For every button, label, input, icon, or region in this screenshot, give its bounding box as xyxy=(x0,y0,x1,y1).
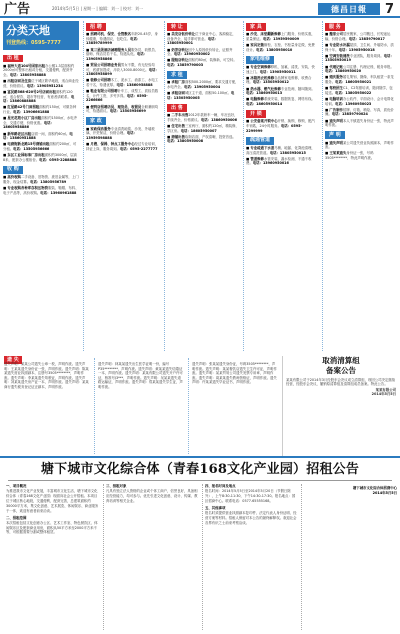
ad-title: ■ 专业空调维修 xyxy=(246,65,271,70)
classified-ad xyxy=(3,186,79,195)
classified-ad xyxy=(167,32,239,46)
column-divider xyxy=(94,358,95,454)
ad-title: ■ 求租店面 xyxy=(167,91,185,96)
ad-title: ■ 热水器、燃气灶维修 xyxy=(246,86,281,91)
article-column xyxy=(205,484,298,632)
ad-title: ■ 电脑维修 xyxy=(246,97,264,102)
classified-ad xyxy=(3,90,79,104)
promo-title: 分类天地 xyxy=(6,24,50,37)
ad-phone: 电话：18605950021 xyxy=(335,79,372,84)
ad-phone: 电话：13859789999 xyxy=(86,36,141,46)
lost-notice-column: 遗失声明：张某某遗失身份证，号码3505********，声明作废。遗失声明：某某餐饮店遗失卫生许可证，声明作废。遗失声明：某某贸易公司遗失发票专用章，声明作废。遗失声明：周某某遗失教师资格证，声明作废。遗失声明：许某某遗失毕业证书，声明作废。 xyxy=(192,362,277,385)
ad-text: 马桶、地漏、化粪池清理，高压清洗管道。 xyxy=(246,146,315,155)
article-text: 为推进我市文化产业发展，丰富城市文化生活，塘下城市文化综合体（青春168文化产业园）现面向社会公开招租。本项目位于城区核心地段，交通便利，配套完善，总建筑面积约30000平方米，集文化创意、艺术展览、休闲娱乐、商业服务于一体，欢迎有意者前来洽谈。 xyxy=(6,488,99,513)
ad-text: 水管安装、漏水检测，不通不收费。 xyxy=(246,156,312,166)
category-heading: 家 政 xyxy=(86,117,106,125)
article-paragraph xyxy=(6,516,99,536)
category-heading: 家电维修 xyxy=(246,56,274,64)
ad-title: ■ 空调安装清洗 xyxy=(325,53,350,58)
ad-text: 公司注册、代理记账、税务申报。 xyxy=(342,64,394,69)
ad-text: 开锁、换锁、修锁、配汽车钥匙，24小时服务。 xyxy=(246,119,315,129)
classified-ad xyxy=(325,32,395,41)
headline-rule xyxy=(8,480,392,481)
classified-column-4 xyxy=(246,21,320,351)
ad-text: 专业技师，随叫随到。 xyxy=(280,86,315,91)
ad-title: ■ 求租厂房 xyxy=(167,80,185,85)
classified-ad xyxy=(325,119,395,128)
ad-text: 面积约150㎡，可做各种行业。 xyxy=(3,105,77,114)
ad-text: 专业清洗地毯、沙发、外墙玻璃、开荒保洁，价格合理。 xyxy=(86,126,155,136)
classified-ad xyxy=(86,127,160,141)
ad-title: ■ 电脑培训 xyxy=(325,96,343,101)
section-title: 广告 xyxy=(4,2,31,17)
newspaper-brand: 德昌日報 xyxy=(318,3,380,15)
ad-title: ■ 代理记账 xyxy=(325,64,343,69)
classified-ad xyxy=(167,58,239,67)
column-divider xyxy=(322,21,323,351)
classified-ad xyxy=(325,141,395,150)
ad-text: 临街店面，产权清晰，投资首选。 xyxy=(184,134,236,139)
ad-title: ■ 红星路42号门面招租 xyxy=(3,105,40,110)
column-divider xyxy=(202,484,203,630)
ad-text: 服务员、收银员、厨师、保洁员若干名，待遇从优。 xyxy=(86,47,159,57)
ad-phone: 电话：13905950011 xyxy=(259,69,296,74)
classified-column-3 xyxy=(167,21,241,351)
ad-phone: 电话：13860951888 xyxy=(3,131,73,141)
ad-phone: 电话：13505956699 xyxy=(109,109,146,114)
liquidation-notice-title: 取消清算组 备案公告 xyxy=(322,356,360,375)
ad-text: 专业团队，服务周到。 xyxy=(349,53,384,58)
ad-phone: 电话：13960961888 xyxy=(40,190,77,195)
ad-phone: 电话：13860888888 xyxy=(3,94,75,104)
classified-ad xyxy=(246,157,318,166)
ad-title: ■ 家政保洁服务 xyxy=(86,126,111,131)
ad-text: 面积约120㎡，适合餐饮、超市等经营，有意者请联系。 xyxy=(3,90,73,99)
classified-ad xyxy=(86,63,160,77)
ad-text: 面积500-2000㎡，要求交通方便，水电齐全。 xyxy=(167,80,239,90)
article-paragraph xyxy=(205,484,298,504)
section-rule xyxy=(0,456,400,458)
classified-column-2 xyxy=(86,21,162,351)
category-heading: 收 购 xyxy=(3,166,23,174)
ad-phone: 电话：13505950019 xyxy=(325,53,394,63)
ad-title: ■ 富民路568-620号2号店面出租 xyxy=(3,90,56,94)
article-paragraph xyxy=(6,484,99,514)
ad-text: 位于商业中心，客源稳定，设备齐全，接手即可营业。 xyxy=(167,32,236,41)
classified-ad xyxy=(3,105,79,114)
article-paragraph xyxy=(106,484,199,504)
promo-hotline: 刊登热线：0595-7777 xyxy=(6,39,61,46)
article-text: 报名时间：2014年5月5日至2014年5月20日（节假日除外），上午8:30-11:30，下午14:30-17:30。报名地点：园区招商中心。联系电话：0577-65555168。 xyxy=(205,488,296,503)
ad-text: 男女不限，有无经验均可，底薪加提成，月收入3000-8000元。 xyxy=(86,63,155,72)
classified-ad xyxy=(86,32,160,46)
classified-ad xyxy=(167,113,239,122)
ad-text: 办公软件、平面设计、会计电算化培训。 xyxy=(325,96,394,106)
classified-ad xyxy=(86,142,160,151)
classified-ad xyxy=(246,146,318,155)
ad-phone: 电话：13905951234 xyxy=(26,83,63,88)
ad-title: ■ 装修公司招聘 xyxy=(86,78,111,83)
ad-title: ■ 星光花苑小区厂房出租 xyxy=(3,116,42,121)
classified-ad xyxy=(3,79,79,88)
article-column xyxy=(6,484,99,632)
ad-phone: 电话：13960950023 xyxy=(335,101,372,106)
ad-title: ■ 王某某遗失 xyxy=(325,151,347,156)
liquidation-notice xyxy=(282,356,396,456)
ad-title: ■ 便利店招聘店员、理货员、收银员 xyxy=(86,104,142,109)
classified-ad xyxy=(325,43,395,52)
ad-phone: 电话：13505950012 xyxy=(252,80,289,85)
ad-text: 橱柜、衣柜、书柜量身定做，免费设计。 xyxy=(246,43,315,52)
ad-title: ■ 专业收购各种库存积压物资 xyxy=(3,185,49,190)
ad-phone: 电话：0595-2288888 xyxy=(39,157,77,162)
classified-ad xyxy=(86,89,160,103)
ad-title: ■ 广告制作 xyxy=(325,107,343,112)
column-divider xyxy=(301,484,302,630)
classified-ad xyxy=(325,54,395,63)
ad-text: 位于城区繁华地段，适合商业经营，价格面议。 xyxy=(3,79,79,88)
article-subheading: 三、招租对象 xyxy=(106,484,127,488)
ad-phone: 电话：13859790024 xyxy=(331,112,368,117)
article-text: 本次招租包括文化创意办公区、艺术工作室、特色餐饮区、休闲娱乐区及配套商业用房，面积从50平方米至2000平方米不等，可根据需要分割或整体租赁。 xyxy=(6,520,98,535)
category-heading: 声 明 xyxy=(325,131,345,139)
ad-title: ■ 遗失声明 xyxy=(325,118,343,123)
ad-text: C1、C2驾照培训，随到随学，包接送。 xyxy=(325,86,393,95)
classified-ad xyxy=(86,48,160,62)
ad-phone: 电话：18605950014 xyxy=(246,102,283,106)
classified-ad xyxy=(3,116,79,130)
ad-phone: 电话：13805950010 xyxy=(256,47,293,52)
ad-phone: 电话：13860950020 xyxy=(325,69,362,74)
ad-title: ■ 招聘司机、保安、仓管数名 xyxy=(86,32,132,37)
ad-phone: 电话：13959590009 xyxy=(262,36,300,41)
classified-ad xyxy=(3,153,79,162)
ad-text: 针车工、成型工、质检员数名，计件工资，多劳多得。 xyxy=(86,89,159,98)
article-subheading: 二、招租范围 xyxy=(6,515,27,520)
ad-title: ■ 沙发、床垫翻新维修 xyxy=(246,32,281,37)
ad-title: ■ 二手车出售 xyxy=(167,113,189,118)
ad-title: ■ 服装店转让 xyxy=(167,58,189,63)
ad-phone: 电话：13805956789 xyxy=(30,179,67,184)
promo-banner xyxy=(3,21,79,50)
ad-phone: 电话：13805958888 xyxy=(9,73,46,78)
ad-phone: 电话：13960950016 xyxy=(252,161,289,166)
ad-title: ■ 贸易公司招聘业务员 xyxy=(86,63,121,67)
ad-title: ■ 新华路老区出租 xyxy=(3,131,32,136)
lost-notice-column: 遗失声明：某某公司遗失公章一枚，声明作废。遗失声明：王某某遗失身份证一张，声明作废。遗失声明：陈某某遗失营业执照副本，注册号3505********，声明作废。遗失声明：李某某遗失驾驶证，声明作废。遗失声明：刘某某遗失房产证一本，声明作废。遗失声明：某某商行遗失税务登记证正副本，声明作废。 xyxy=(4,362,89,389)
lost-notice-column: 遗失声明：林某某遗失出生医学证明一份，编号P35********，声明作废。遗失声明：黄某某遗失结婚证一本，声明作废。遗失声明：某某有限公司遗失开户许可证，核准号J3***，声明作废。遗失声明：吴某某遗失道路运输证，声明作废。遗失声明：郑某某遗失学生证，声明作废。 xyxy=(98,362,183,389)
ad-text: 某公司遗失营业执照副本，声明作废。 xyxy=(325,140,394,150)
classified-ad xyxy=(325,108,395,117)
article-subheading: 一、项目概况 xyxy=(6,484,27,488)
ad-text: 店面一间，面积约60㎡。 xyxy=(31,131,70,136)
classified-ad xyxy=(246,97,318,106)
ad-phone: 电话：13906661888 xyxy=(13,109,50,114)
ad-title: ■ 奶茶店转让 xyxy=(167,47,189,52)
ad-title: ■ 鞋业有限公司招聘 xyxy=(86,89,118,94)
ad-text: 因个人原因低价转让，证照齐全。 xyxy=(167,47,233,57)
ad-phone: 电话：13960950002 xyxy=(173,52,210,57)
article-headline: 塘下城市文化综合体（青春168文化产业园）招租公告 xyxy=(40,462,360,477)
ad-text: 三室两厅，面积约120㎡，精装修，学区房。 xyxy=(167,124,239,133)
ad-title: ■ 家具定做 xyxy=(246,43,264,48)
ad-title: ■ 某三星级酒店诚聘服务人员 xyxy=(86,47,132,52)
ad-phone: 电话：0595-2266666 xyxy=(86,93,148,103)
classified-ad xyxy=(325,97,395,106)
category-heading: 疏通管道 xyxy=(246,137,274,145)
ad-phone: 电话：18605958886 xyxy=(3,120,54,130)
category-heading: 开 锁 xyxy=(246,110,266,118)
classified-ad xyxy=(167,48,239,57)
classified-ad xyxy=(246,43,318,52)
ad-text: 上门服务，价格实惠，质量保证。 xyxy=(246,32,315,41)
ad-phone: 电话：13805950022 xyxy=(335,90,372,95)
ad-text: 面积约3000㎡，层高8米，配套办公楼宿舍。 xyxy=(3,153,78,162)
classified-ad xyxy=(167,80,239,89)
ad-text: 城区主干道，面积50-100㎡。 xyxy=(184,91,231,96)
ad-phone: 电话：13905950004 xyxy=(183,85,221,90)
article-text: 报名时须提供营业执照副本复印件、法定代表人身份证明、经营方案等材料。招租人保留对本公告的最终解释权。欢迎社会各界有识之士前来考察洽谈。 xyxy=(205,510,297,525)
ad-title: ■ 电商街新北路15号商铺出租 xyxy=(3,142,50,147)
ad-text: 年龄20-45岁，身体健康，待遇面议，包吃住。 xyxy=(86,32,158,41)
ad-title: ■ 管道维修 xyxy=(246,156,264,161)
ad-title: ■ 出租店面及住房 xyxy=(3,79,32,84)
lost-notice-block xyxy=(4,356,278,456)
classified-ad xyxy=(246,32,318,41)
category-heading: 家 具 xyxy=(246,23,266,31)
ad-text: 2012年款轿车一辆，车况良好，手续齐全，价格面议。 xyxy=(167,113,238,122)
column-divider xyxy=(164,21,165,351)
article-column xyxy=(106,484,199,632)
ad-phone: 电话：0595-2277777 xyxy=(119,146,158,151)
ad-title: ■ 专业防水补漏 xyxy=(325,43,350,48)
column-divider xyxy=(103,484,104,630)
column-divider xyxy=(83,21,84,351)
ad-text: 系统安装、数据恢复、网络布线。 xyxy=(263,97,315,102)
ad-title: ■ 婚庆服务 xyxy=(325,75,343,80)
classified-ad xyxy=(246,65,318,74)
ad-text: 招牌、灯箱、喷绘、写真，质优价廉。 xyxy=(325,107,394,117)
category-heading: 服 务 xyxy=(325,23,345,31)
classified-column-5 xyxy=(325,21,397,351)
category-heading: 招 聘 xyxy=(86,23,106,31)
ad-text: 居民搬家、公司搬迁、长短途运输，价格合理。 xyxy=(325,32,391,41)
classified-ad xyxy=(325,75,395,84)
ad-title: ■ 东区工业园标准厂房出租 xyxy=(3,153,45,158)
ad-title: ■ 商铺出售 xyxy=(167,134,185,139)
ad-text: 婚礼策划、摄像、车队租赁一条龙服务。 xyxy=(325,75,394,84)
classified-ad xyxy=(325,86,395,95)
page-header xyxy=(0,0,400,18)
ad-text: 服装、鞋帽、布料、电子产品等，高价收购。 xyxy=(3,185,79,195)
ad-phone: 电话：13805950008 xyxy=(167,139,204,144)
ad-text: 木工、泥水工、油漆工、水电工若干名，待遇优厚。 xyxy=(86,78,159,87)
ad-text: 面积约200㎡，可分租。 xyxy=(3,142,77,151)
ad-title: ■ 公安备案开锁中心 xyxy=(246,119,278,124)
classified-ad xyxy=(86,105,160,114)
classified-ad xyxy=(167,124,239,133)
classified-ad xyxy=(3,64,79,78)
classified-ad xyxy=(3,142,79,151)
ad-phone: 电话：0595-2299999 xyxy=(246,124,302,133)
classified-ad xyxy=(167,91,239,100)
ad-title: ■ 住宅出售 xyxy=(167,124,185,129)
ad-phone: 电话：13805958899 xyxy=(86,67,159,77)
ad-phone: 电话：13860950013 xyxy=(246,91,283,96)
classified-ad xyxy=(246,87,318,96)
article-subheading: 四、报名时间及地点 xyxy=(205,484,236,488)
ad-title: ■ 高价收购 xyxy=(3,175,21,180)
ad-phone: 电话：13859790003 xyxy=(167,63,204,67)
article-subheading: 五、其他事项 xyxy=(205,505,226,510)
ad-text: 本人不慎遗失身份证一张，特此声明作废。 xyxy=(325,118,394,128)
ad-phone: 电话：13805950015 xyxy=(269,150,306,155)
classified-ad xyxy=(86,78,160,87)
classified-ad xyxy=(325,151,395,160)
issue-date: 2014年5月5日 | 星期一 | 编辑：刘一 | 校对：刘一 xyxy=(52,6,143,11)
ad-text: 屋顶、卫生间、外墙防水，质保十年。 xyxy=(325,43,394,52)
category-heading: 转 让 xyxy=(167,23,187,31)
page-number: 7 xyxy=(385,2,395,17)
ad-title: ■ 专业疏通下水道 xyxy=(246,146,275,151)
ad-title: ■ 冰箱洗衣机维修 xyxy=(246,75,275,80)
ad-phone: 电话：13905958866 xyxy=(86,52,148,61)
ad-phone: 电话：13860950006 xyxy=(200,117,238,122)
column-divider xyxy=(188,358,189,454)
classified-ad xyxy=(167,135,239,144)
ad-title: ■ 遗失声明 xyxy=(325,140,343,145)
ad-phone: 电话：13859790017 xyxy=(348,36,385,41)
article-paragraph xyxy=(205,506,298,526)
category-heading: 出 租 xyxy=(3,55,23,63)
ad-text: 移机、加氟、清洗、安装，快速上门。 xyxy=(246,65,315,74)
lost-notice-title: 遗 失 xyxy=(4,356,22,364)
liquidation-notice-body: 某某有限公司于2014年3月经股东会决议成立清算组，现因公司决定继续经营，经股东会决议，撤销原清算组及清算组成员备案。特此公告。 xyxy=(286,377,396,387)
classified-area xyxy=(3,21,397,351)
ad-text: 二手设备、旧物资、废旧金属等，上门服务，现金结算。 xyxy=(3,175,79,184)
article-column xyxy=(304,484,397,632)
ad-phone: 电话：13905950018 xyxy=(338,47,375,52)
ad-phone: 电话：13505956666 xyxy=(13,146,50,151)
ad-text: 各品牌家电维修，收费合理。 xyxy=(246,75,312,85)
ad-phone: 电话：13505950005 xyxy=(167,91,235,100)
category-heading: 出 售 xyxy=(167,104,187,112)
article-signature: 塘下城市文化综合体招商中心 2014年5月5日 xyxy=(352,486,397,495)
classified-column-1 xyxy=(3,21,81,351)
ad-title: ■ 福州大道104号国家出租 xyxy=(3,63,45,68)
classified-ad xyxy=(246,119,318,133)
ad-text: 身份证一张，号码3505********，特此声明作废。 xyxy=(325,151,375,160)
category-heading: 求 租 xyxy=(167,71,187,79)
classified-ad xyxy=(3,132,79,141)
column-divider xyxy=(243,21,244,351)
ad-phone: 电话：13860958888 xyxy=(116,82,153,87)
classified-ad xyxy=(325,65,395,74)
classified-ad xyxy=(3,175,79,184)
ad-text: 全职兼职均可，待遇面议。 xyxy=(86,104,159,114)
ad-title: ■ 美发店低价转让 xyxy=(167,32,196,37)
ad-title: ■ 驾校招生 xyxy=(325,86,343,91)
ad-text: 办公楼1-3层面积约2000㎡可整体出租或分租，交通便利，配套齐全。 xyxy=(3,63,75,78)
ad-phone: 电话：18605950007 xyxy=(180,128,217,133)
ad-title: ■ 搬家公司 xyxy=(325,32,343,37)
ad-phone: 电话：13959598888 xyxy=(86,131,137,140)
ad-text: 经过专业培训，持证上岗，服务周到。 xyxy=(86,141,159,151)
classified-ad xyxy=(246,76,318,85)
article-text: 凡具有独立法人资格的企业或个体工商户，信誉良好，具备相应经营能力，均可参与。优先引进文化创意、设计、传媒、教育培训等相关企业。 xyxy=(106,488,198,503)
ad-text: 面积约80㎡，装修新，可空转。 xyxy=(188,58,237,63)
ad-title: ■ 月嫂、保姆、钟点工服务中心 xyxy=(86,141,135,146)
ad-text: 面积约1500㎡，水电齐全，交通方便，价格优惠。 xyxy=(3,116,78,125)
liquidation-notice-signature: 某某有限公司 2014年5月5日 xyxy=(371,387,396,397)
ad-phone: 电话：13805950001 xyxy=(167,36,218,46)
